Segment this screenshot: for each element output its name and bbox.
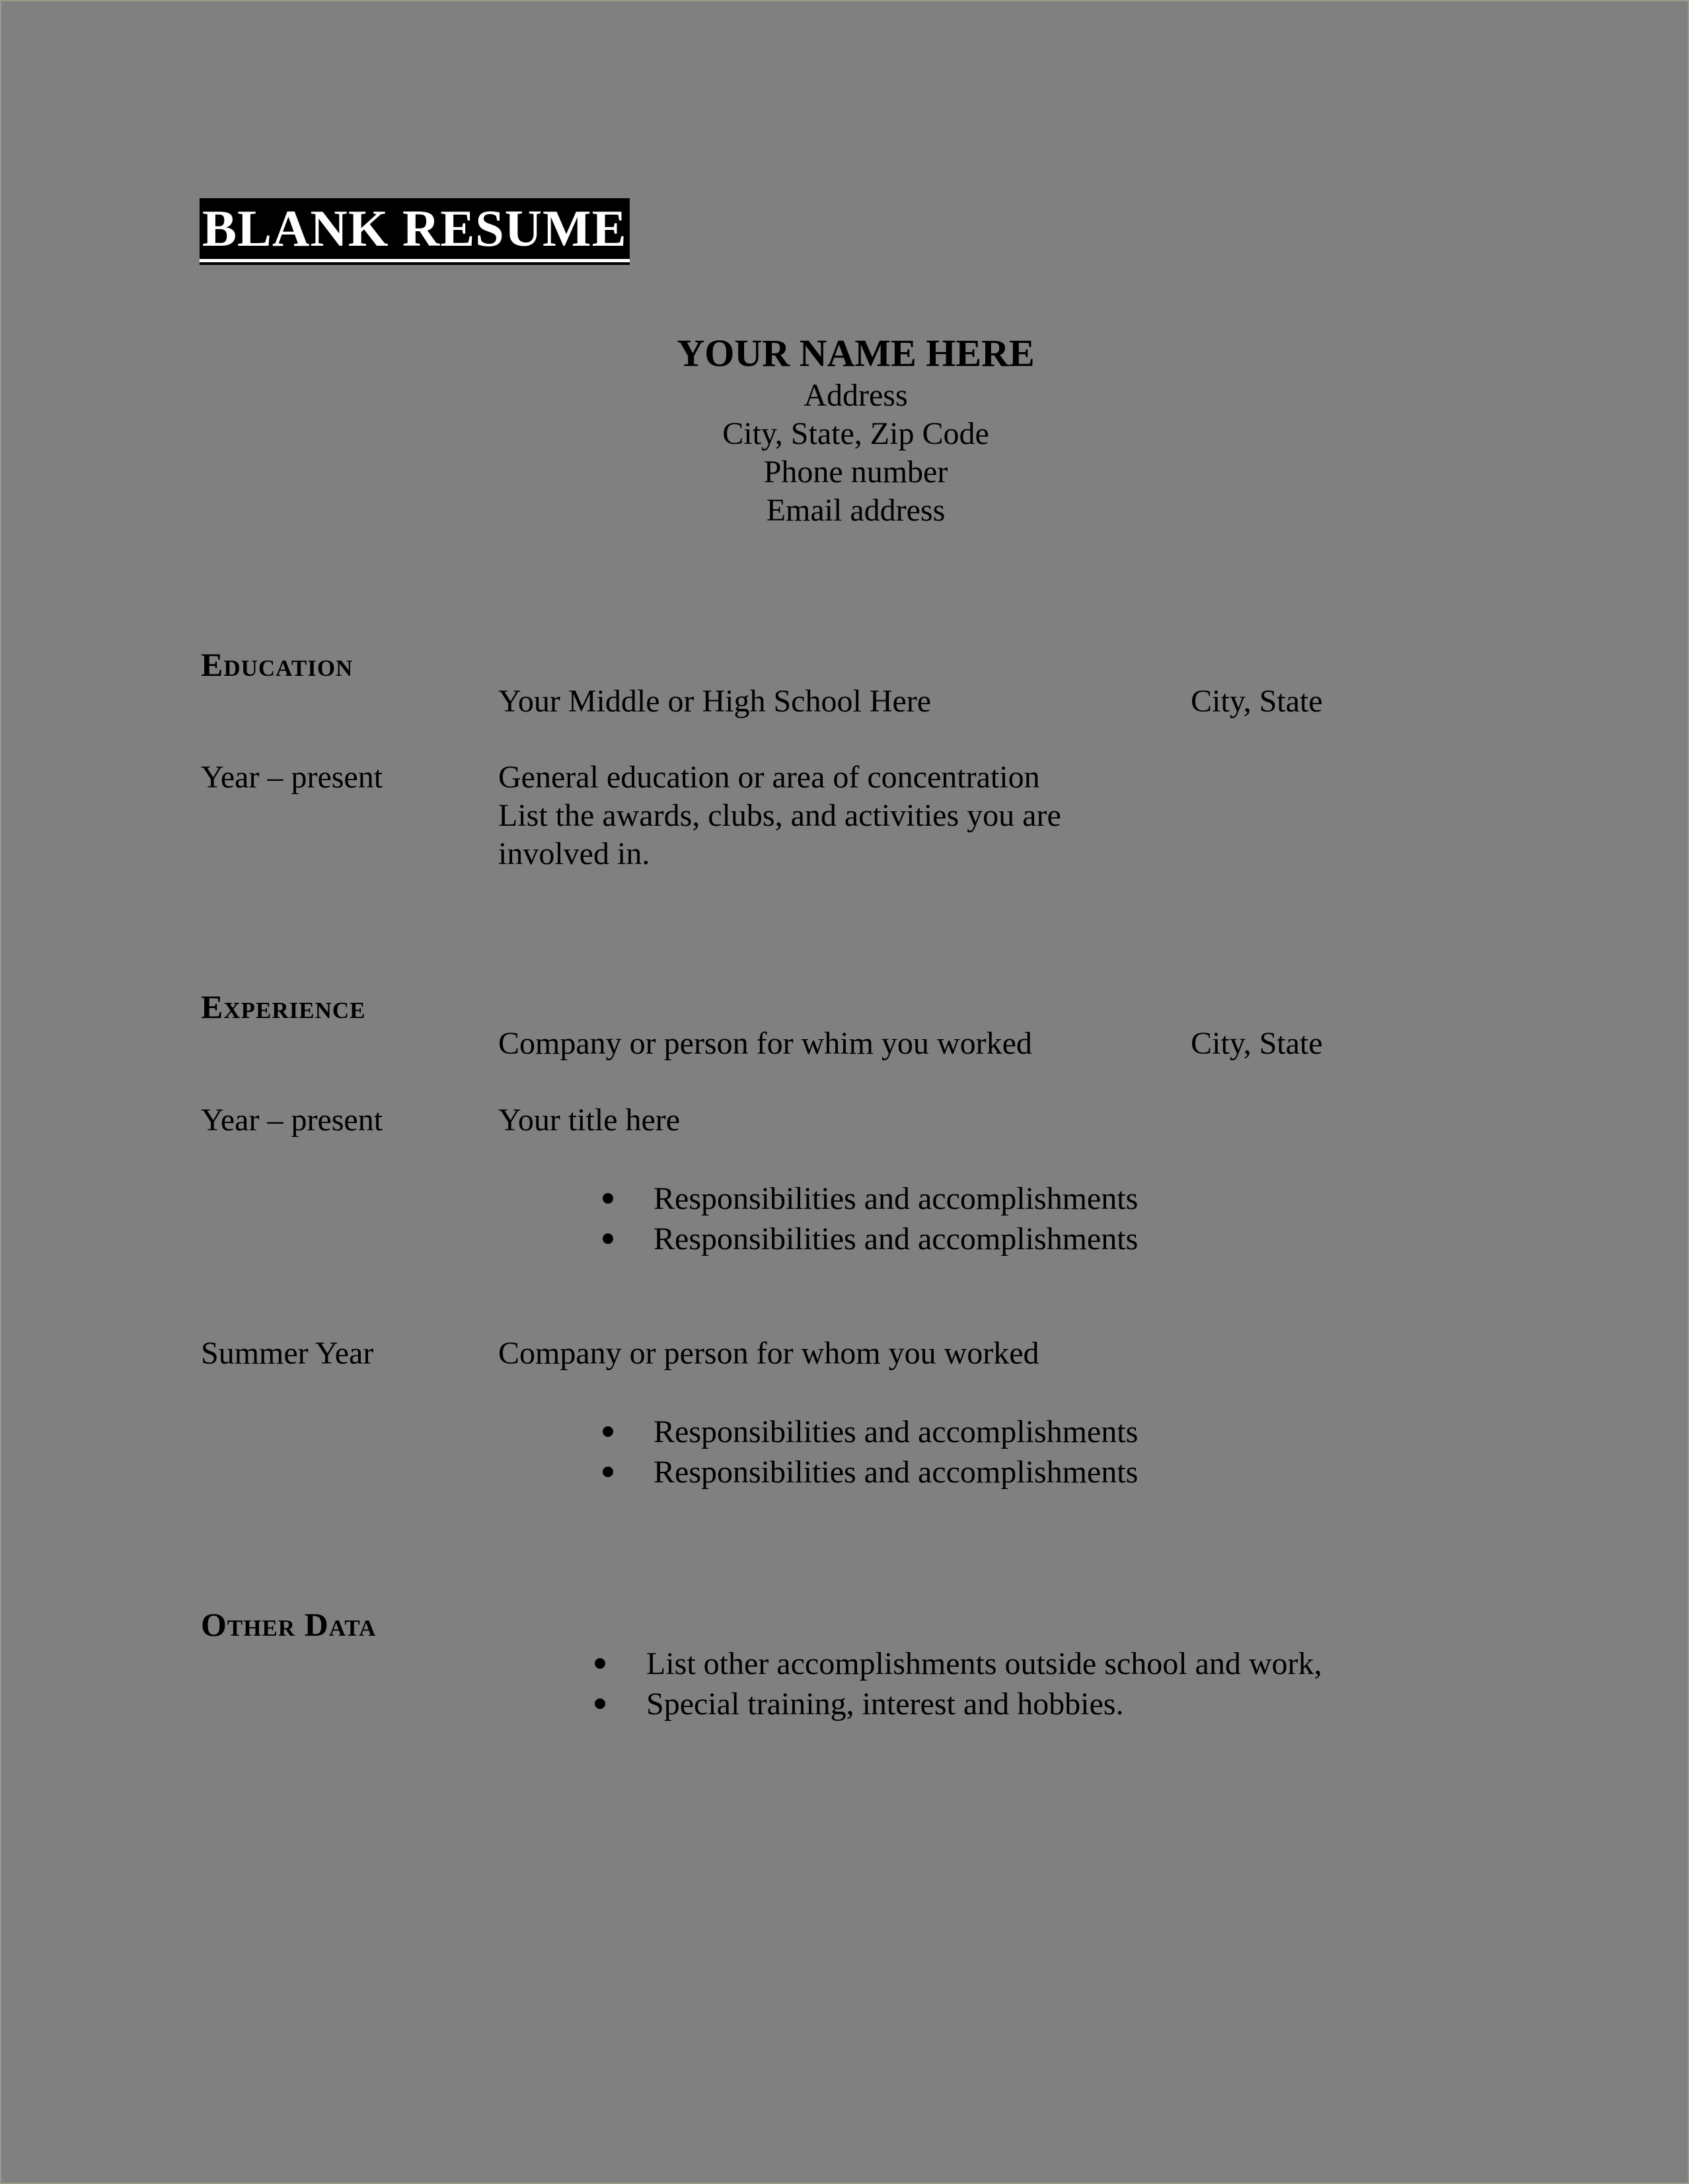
bullet-icon xyxy=(595,1658,605,1669)
education-years: Year – present xyxy=(201,760,383,795)
bullet-icon xyxy=(603,1426,613,1437)
list-item xyxy=(603,1219,1138,1259)
bullet-text: Responsibilities and accomplishments xyxy=(654,1414,1139,1449)
experience-years-2: Summer Year xyxy=(201,1336,374,1371)
bullet-text: Responsibilities and accomplishments xyxy=(654,1455,1139,1490)
bullet-text: Responsibilities and accomplishments xyxy=(654,1181,1139,1216)
resume-header xyxy=(0,330,1689,530)
education-line-3: involved in. xyxy=(498,836,650,871)
bullet-icon xyxy=(595,1698,605,1709)
experience-location-1: City, State xyxy=(1191,1026,1323,1061)
education-line-2: List the awards, clubs, and activities you are xyxy=(498,798,1061,833)
email-line: Email address xyxy=(766,493,946,528)
list-item xyxy=(603,1452,1138,1492)
city-state-zip-line: City, State, Zip Code xyxy=(722,416,989,451)
bullet-text: List other accomplishments outside school and work, xyxy=(646,1646,1322,1681)
list-item xyxy=(603,1179,1138,1219)
experience-bullets-2 xyxy=(603,1412,1138,1492)
experience-years-1: Year – present xyxy=(201,1103,383,1138)
education-school: Your Middle or High School Here xyxy=(498,684,932,719)
experience-heading: Experience xyxy=(201,988,366,1025)
education-location: City, State xyxy=(1191,684,1323,719)
other-data-heading: Other Data xyxy=(201,1606,377,1643)
education-line-1: General education or area of concentration xyxy=(498,760,1040,795)
other-data-bullets xyxy=(595,1644,1322,1724)
experience-job-title-1: Your title here xyxy=(498,1103,681,1138)
experience-bullets-1 xyxy=(603,1179,1138,1259)
experience-company-2: Company or person for whom you worked xyxy=(498,1336,1039,1371)
bullet-text: Responsibilities and accomplishments xyxy=(654,1221,1139,1256)
phone-line: Phone number xyxy=(763,455,948,490)
list-item xyxy=(595,1684,1322,1724)
bullet-icon xyxy=(603,1467,613,1477)
bullet-icon xyxy=(603,1193,613,1204)
education-heading: Education xyxy=(201,646,354,683)
document-banner-title: BLANK RESUME xyxy=(200,198,630,262)
list-item xyxy=(603,1412,1138,1452)
list-item xyxy=(595,1644,1322,1684)
resume-name: YOUR NAME HERE xyxy=(677,332,1035,375)
bullet-icon xyxy=(603,1233,613,1244)
bullet-text: Special training, interest and hobbies. xyxy=(646,1687,1124,1722)
experience-company-1: Company or person for whim you worked xyxy=(498,1026,1032,1061)
address-line: Address xyxy=(804,378,908,413)
